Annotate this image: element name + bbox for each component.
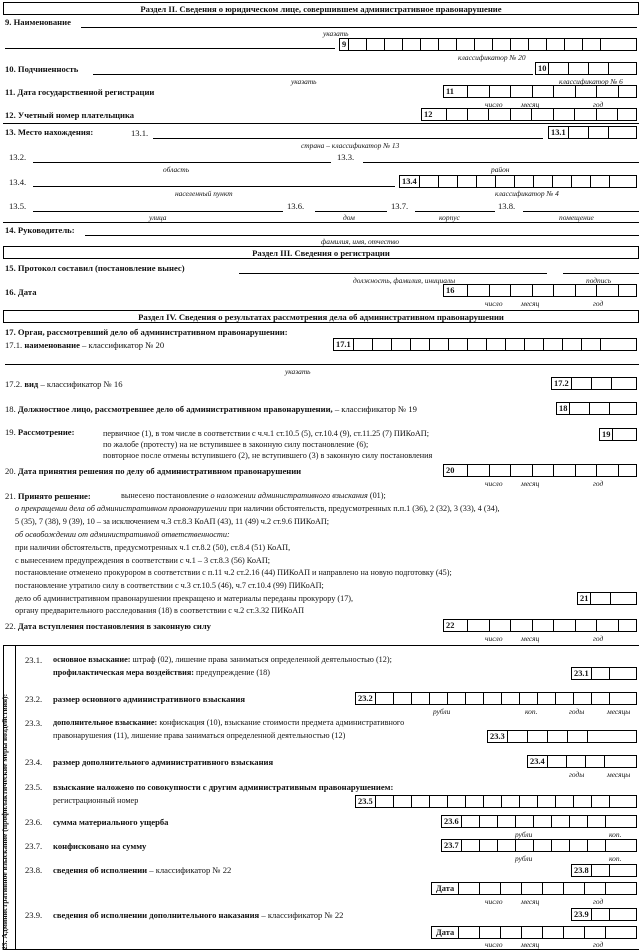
caption-ulitsa: улица [149, 213, 167, 222]
caption-dolzhnost: должность, фамилия, инициалы [353, 276, 456, 285]
caption-nasel: населенный пункт [175, 189, 233, 198]
caption-gody: годы [569, 707, 585, 716]
caption-chislo-23-9: число [485, 940, 503, 949]
code-box-23-1[interactable]: 23.1 [571, 667, 637, 680]
caption-mesyatsy-23-4: месяцы [607, 770, 631, 779]
sub-13-7: 13.7. [391, 201, 409, 211]
field-21-line-0: вынесено постановление о наложении административного взыскания (01); [121, 491, 386, 500]
caption-mesyats-20: месяц [521, 479, 540, 488]
caption-mesyats: месяц [521, 100, 540, 109]
field-21-line-5: с вынесением предупреждения в соответствии с ч.1 – 3 ст.8.3 (56) КоАП; [15, 556, 271, 565]
caption-chislo-22: число [485, 634, 503, 643]
caption-chislo-23-8: число [485, 897, 503, 906]
caption-god-23-8: год [593, 897, 604, 906]
date-box-16[interactable]: 16 [443, 284, 637, 297]
caption-ukazat-10: указать [291, 77, 317, 86]
date-box-23-8[interactable]: Дата [431, 882, 637, 895]
field-21-line-8: дело об административном правонарушении прекращено и материалы переданы прокурору (17), [15, 594, 354, 603]
sub-13-2: 13.2. [9, 152, 27, 162]
amount-box-23-6[interactable]: 23.6 [441, 815, 637, 828]
caption-chislo-20: число [485, 479, 503, 488]
sub-23-4: 23.4. [25, 757, 43, 767]
sub-13-3: 13.3. [337, 152, 355, 162]
sub-13-6: 13.6. [287, 201, 305, 211]
field-21-line-1: о прекращении дела об административном правонарушении при наличии обстоятельств, предусмотренных п.п.1 (36), 2 (32), 3 (33), 4 (34), [15, 504, 500, 513]
caption-kop: коп. [525, 707, 538, 716]
caption-klass4: классификатор № 4 [495, 189, 559, 198]
field-19-label: 19. Рассмотрение: [5, 427, 75, 437]
field-23-5-sublabel: регистрационный номер [53, 796, 139, 805]
field-23-1-line-1: основное взыскание: штраф (02), лишение права заниматься определенной деятельностью (12); [53, 655, 392, 664]
field-18-label: 18. Должностное лицо, рассмотревшее дело об административном правонарушении, – классификатор № 19 [5, 404, 417, 414]
date-box-11[interactable]: 11 [443, 85, 637, 98]
caption-podpis: подпись [586, 276, 612, 285]
code-box-23-9[interactable]: 23.9 [571, 908, 637, 921]
field-21-line-4: при наличии обстоятельств, предусмотренных ч.1 ст.8.2 (50), ст.8.4 (51) КоАП, [15, 543, 291, 552]
caption-fio: фамилия, имя, отчество [321, 237, 400, 246]
field-23-7-label: конфисковано на сумму [53, 841, 147, 851]
caption-rubli-23-6: рубли [515, 830, 533, 839]
caption-chislo: число [485, 100, 503, 109]
sub-13-8: 13.8. [498, 201, 516, 211]
field-23-9-label: сведения об исполнении дополнительного наказания – классификатор № 22 [53, 910, 344, 920]
sub-23-3: 23.3. [25, 718, 43, 728]
section-2-header: Раздел II. Сведения о юридическом лице, совершившем административное правонарушение [3, 2, 639, 15]
caption-god-22: год [593, 634, 604, 643]
section-4-header: Раздел IV. Сведения о результатах рассмотрения дела об административном правонарушении [3, 310, 639, 323]
code-box-17-1[interactable]: 17.1 [333, 338, 637, 351]
sub-23-1: 23.1. [25, 655, 43, 665]
caption-klass6: классификатор № 6 [559, 77, 623, 86]
sub-23-6: 23.6. [25, 817, 43, 827]
field-14-label: 14. Руководитель: [5, 225, 75, 235]
code-box-19[interactable]: 19 [599, 428, 637, 441]
caption-mesyats-23-8: месяц [521, 897, 540, 906]
sub-23-5: 23.5. [25, 782, 43, 792]
field-23-2-label: размер основного административного взыскания [53, 694, 246, 704]
field-12-label: 12. Учетный номер плательщика [5, 110, 135, 120]
code-box-18[interactable]: 18 [556, 402, 637, 415]
sub-23-9: 23.9. [25, 910, 43, 920]
date-box-20[interactable]: 20 [443, 464, 637, 477]
field-20-label: 20. Дата принятия решения по делу об административном правонарушении [5, 466, 302, 476]
field-23-5-label: взыскание наложено по совокупности с другим административным правонарушением: [53, 782, 394, 792]
caption-strana: страна – классификатор № 13 [301, 141, 400, 150]
amount-box-23-2[interactable]: 23.2 [355, 692, 637, 705]
code-box-13-1[interactable]: 13.1 [548, 126, 637, 139]
caption-ukazat-17: указать [285, 367, 311, 376]
field-21-label: 21. Принято решение: [5, 491, 91, 501]
field-21-line-6: постановление отменено прокурором в соответствии с п.11 ч.2 ст.2.16 (44) ПИКоАП и направлено на новую подготовку (45); [15, 568, 452, 577]
field-21-line-7: постановление утратило силу в соответствии с ч.3 ст.10.5 (46), ч.7 ст.10.4 (99) ПИКоАП; [15, 581, 324, 590]
caption-god-23-9: год [593, 940, 604, 949]
field-11-label: 11. Дата государственной регистрации [5, 87, 155, 97]
caption-kop-23-6: коп. [609, 830, 622, 839]
reg-box-23-5[interactable]: 23.5 [355, 795, 637, 808]
field-21-line-3: об освобождении от административной ответственности: [15, 530, 230, 539]
caption-god-16: год [593, 299, 604, 308]
caption-rayon: район [491, 165, 510, 174]
caption-god: год [593, 100, 604, 109]
field-21-line-9: органу предварительного расследования (18) в соответствии с ч.2 ст.3.32 ПИКоАП [15, 606, 305, 615]
field-23-1-line-2: профилактическая мера воздействия: предупреждение (18) [53, 668, 270, 677]
section-3-header: Раздел III. Сведения о регистрации [3, 246, 639, 259]
field-22-label: 22. Дата вступления постановления в законную силу [5, 621, 211, 631]
field-17-2-label: 17.2. вид – классификатор № 16 [5, 379, 123, 389]
caption-god-20: год [593, 479, 604, 488]
field-19-line-2: по жалобе (протесту) на не вступившее в законную силу постановление (6); [103, 440, 369, 449]
code-box-9[interactable]: 9 [339, 38, 637, 51]
caption-rubli-23-7: рубли [515, 854, 533, 863]
sub-13-5: 13.5. [9, 201, 27, 211]
caption-oblast: область [163, 165, 190, 174]
field-21-line-2: 5 (35), 7 (38), 9 (39), 10 – за исключением ч.3 ст.8.3 КоАП (43), 11 (49) ч.2 ст.9.6 ПИКоАП; [15, 517, 330, 526]
field-17-1-label: 17.1. наименование – классификатор № 20 [5, 340, 165, 350]
field-9-label: 9. Наименование [5, 17, 71, 27]
field-23-3-line-1: дополнительное взыскание: конфискация (10), взыскание стоимости предмета административного [53, 718, 405, 727]
field-10-label: 10. Подчиненность [5, 64, 79, 74]
caption-mesyatsy: месяцы [607, 707, 631, 716]
sub-23-8: 23.8. [25, 865, 43, 875]
caption-kop-23-7: коп. [609, 854, 622, 863]
section-23-vertical-label: 23. Административное взыскание (профилактические меры воздействия): [0, 693, 9, 950]
sub-13-4: 13.4. [9, 177, 27, 187]
code-box-10[interactable]: 10 [535, 62, 637, 75]
term-box-23-4[interactable]: 23.4 [527, 755, 637, 768]
field-17-label: 17. Орган, рассмотревший дело об административном правонарушении: [5, 327, 288, 337]
sub-23-2: 23.2. [25, 694, 43, 704]
sub-13-1: 13.1. [131, 128, 149, 138]
caption-chislo-16: число [485, 299, 503, 308]
caption-pomeshchenie: помещение [559, 213, 594, 222]
field-23-6-label: сумма материального ущерба [53, 817, 169, 827]
field-15-label: 15. Протокол составил (постановление вынес) [5, 263, 185, 273]
code-box-12[interactable]: 12 [421, 108, 637, 121]
caption-rubli: рубли [433, 707, 451, 716]
field-19-line-3: повторное после отмены вступившего (2), не вступившего (3) в законную силу постановления [103, 451, 433, 460]
field-19-line-1: первичное (1), в том числе в соответствии с ч.ч.1 ст.10.5 (5), ст.10.4 (9), ст.11.25 (7) ПИКоАП; [103, 429, 429, 438]
code-box-17-2[interactable]: 17.2 [551, 377, 637, 390]
code-box-21[interactable]: 21 [577, 592, 637, 605]
code-box-13-4[interactable]: 13.4 [399, 175, 637, 188]
field-13-label: 13. Место нахождения: [5, 127, 94, 137]
field-23-4-label: размер дополнительного административного взыскания [53, 757, 274, 767]
caption-mesyats-23-9: месяц [521, 940, 540, 949]
field-23-3-line-2: правонарушения (11), лишение права заниматься определенной деятельностью (12) [53, 731, 346, 740]
field-16-label: 16. Дата [5, 287, 37, 297]
date-box-23-9[interactable]: Дата [431, 926, 637, 939]
amount-box-23-7[interactable]: 23.7 [441, 839, 637, 852]
caption-dom: дом [343, 213, 355, 222]
caption-mesyats-22: месяц [521, 634, 540, 643]
sub-23-7: 23.7. [25, 841, 43, 851]
caption-korpus: корпус [439, 213, 460, 222]
code-box-23-8[interactable]: 23.8 [571, 864, 637, 877]
code-box-23-3[interactable]: 23.3 [487, 730, 637, 743]
caption-ukazat: указать [323, 29, 349, 38]
date-box-22[interactable]: 22 [443, 619, 637, 632]
caption-gody-23-4: годы [569, 770, 585, 779]
caption-klass20: классификатор № 20 [458, 53, 526, 62]
caption-mesyats-16: месяц [521, 299, 540, 308]
field-23-8-label: сведения об исполнении – классификатор № 22 [53, 865, 232, 875]
